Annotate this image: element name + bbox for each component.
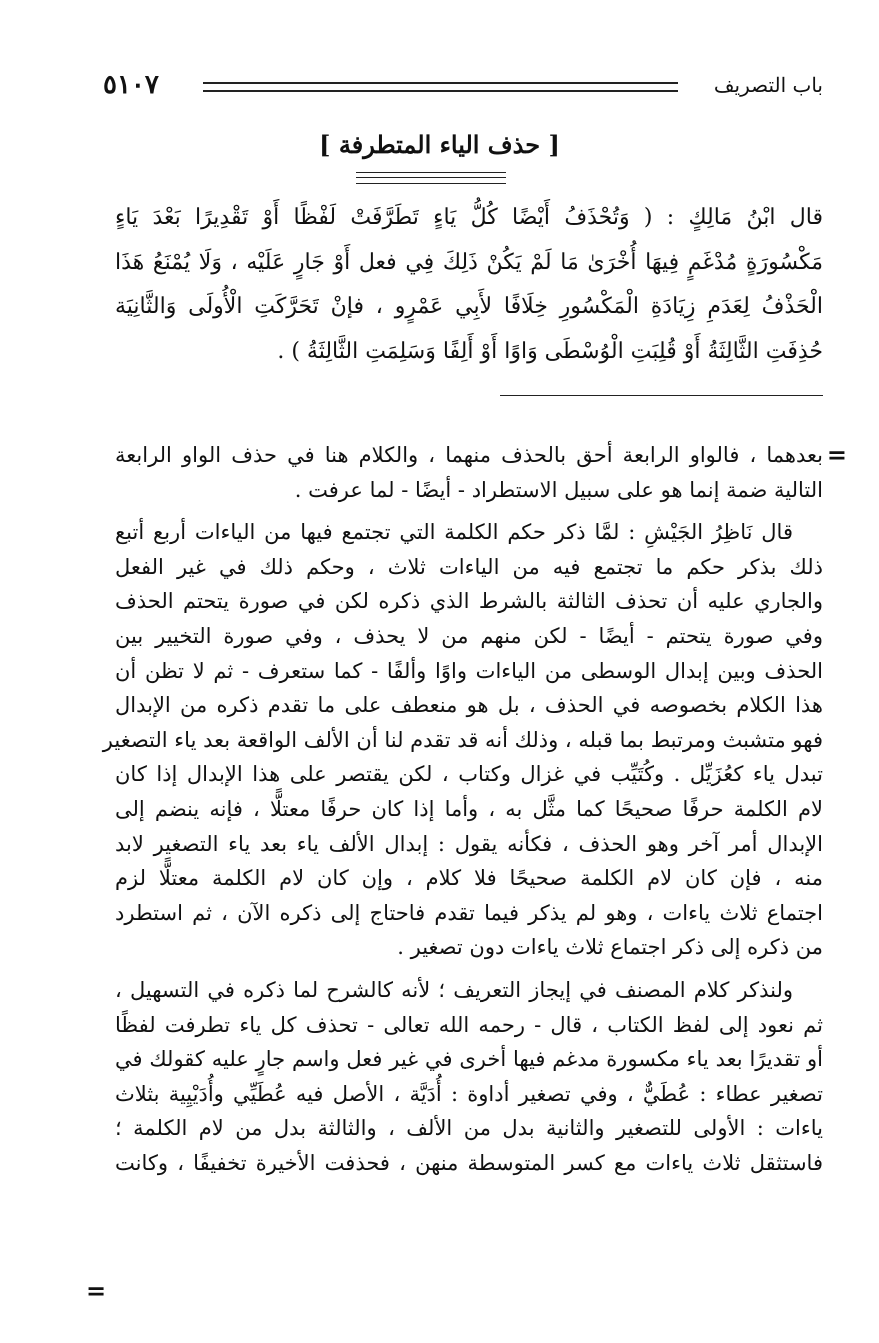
page-number: ٥١٠٧ [103,70,159,100]
commentary-line: منه ، فإن كان لام الكلمة صحيحًا فلا كلام ، وإن كان لام الكلمة معتلًّا لزم [115,866,823,891]
commentary-line: تصغير عطاء : عُطَيٌّ ، وفي تصغير أداوة : أُدَيَّة ، الأصل فيه عُطَيِّي وأُدَيْيِية بثلاث [115,1081,823,1106]
chapter-title: باب التصريف [713,73,823,97]
matn-separator [500,395,823,396]
header-double-rule [203,82,678,92]
commentary-line: الحذف وبين إبدال الوسطى من الياءات واوًا وألفًا - كما ستعرف - ثم لا تظن أن [115,658,823,683]
section-heading: [ حذف الياء المتطرفة ] [319,130,560,159]
commentary-line: قال نَاظِرُ الجَيْشِ : لمَّا ذكر حكم الكلمة التي تجتمع فيها من الياءات أربع أتبع [115,520,793,545]
commentary-line: اجتماع ثلاث ياءات ، وهو لم يذكر فيما تقدم فاحتاج إلى ذكره الآن ، ثم استطرد [115,900,823,925]
matn-line: حُذِفَتِ الثَّالِثَةُ أَوْ قُلِبَتِ الْوُسْطَى وَاوًا أَوْ أَلِفًا وَسَلِمَتِ الثَّالِثَةُ ) . [277,338,823,364]
commentary-line: هذا الكلام بخصوصه في الحذف ، بل هو منعطف على ما تقدم ذكره من الإبدال [115,693,823,718]
matn-line: مَكْسُورَةٍ مُدْغَمٍ فِيهَا أُخْرَىٰ مَا لَمْ يَكُنْ ذَلِكَ فِي فعل أَوْ جَارٍ عَلَيْه ، وَلَا يُمْنَعُ هَذَا [115,249,823,275]
commentary-line: بعدهما ، فالواو الرابعة أحق بالحذف منهما ، والكلام هنا في حذف الواو الرابعة [115,443,823,467]
heading-underline [356,172,506,184]
commentary-line: ياءات : الأولى للتصغير والثانية بدل من الألف ، والثالثة بدل من لام الكلمة ؛ [115,1116,823,1141]
commentary-line: من ذكره إلى ذكر اجتماع ثلاث ياءات دون تصغير . [397,935,823,960]
matn-line: قال ابْنُ مَالِكٍ : ( وَتُحْذَفُ أَيْضًا كُلُّ يَاءٍ تَطَرَّفَتْ لَفْظًا أَوْ تَقْدِيرًا بَعْدَ يَاءٍ [115,205,823,230]
commentary-line: أو تقديرًا بعد ياء مكسورة مدغم فيها أخرى في غير فعل واسم جارٍ عليه كقولك في [115,1047,823,1072]
commentary-line: فاستثقل ثلاث ياءات مع كسر المتوسطة منهن ، فحذفت الأخيرة تخفيفًا ، وكانت [115,1150,823,1175]
continuation-mark-top: = [826,440,847,469]
commentary-line: لام الكلمة حرفًا صحيحًا كما مثَّل به ، وأما إذا كان حرفًا معتلًّا ، فإنه ينضم إلى [115,796,823,821]
commentary-line: تبدل ياء كعُزَيِّل . وكُتَيِّب في غزال وكتاب ، لكن يقتصر على هذا الإبدال إذا كان [115,762,823,787]
matn-line: الْحَذْفُ لِعَدَمِ زِيَادَةِ الْمَكْسُورِ خِلَافًا لأَبِي عَمْرٍو ، فإنْ تَحَرَّكَتِ الْأُولَى وَالثَّانِيَة [115,294,823,319]
commentary-line: ولنذكر كلام المصنف في إيجاز التعريف ؛ لأنه كالشرح لما ذكره في التسهيل ، [115,977,793,1002]
commentary-line: ثم نعود إلى لفظ الكتاب ، قال - رحمه الله تعالى - تحذف كل ياء تطرفت لفظًا [115,1012,823,1037]
commentary-line: التالية ضمة إنما هو على سبيل الاستطراد - أيضًا - لما عرفت . [294,477,823,502]
commentary-line: ذلك بذكر حكم ما تجتمع فيه من الياءات ثلاث ، وحكم ذلك في غير الفعل [115,554,823,579]
commentary-line: والجاري عليه أن تحذف الثالثة بالشرط الذي ذكره لكن في صورة يتحتم الحذف [115,589,823,614]
commentary-text [102,438,823,1180]
running-header [103,68,823,104]
matn-text [115,196,823,374]
commentary-line: فهو متشبث ومرتبط بما قبله ، وذلك أنه قد تقدم لنا أن الألف الواقعة بعد ياء التصغير [102,727,823,752]
commentary-line: وفي صورة يتحتم - أيضًا - لكن منهم من لا يحذف ، وفي صورة التخيير بين [115,623,823,648]
commentary-line: الإبدال أمر آخر وهو الحذف ، فكأنه يقول : إبدال الألف ياء بعد ياء التصغير لابد [115,831,823,856]
continuation-mark-bottom: = [86,1276,107,1305]
